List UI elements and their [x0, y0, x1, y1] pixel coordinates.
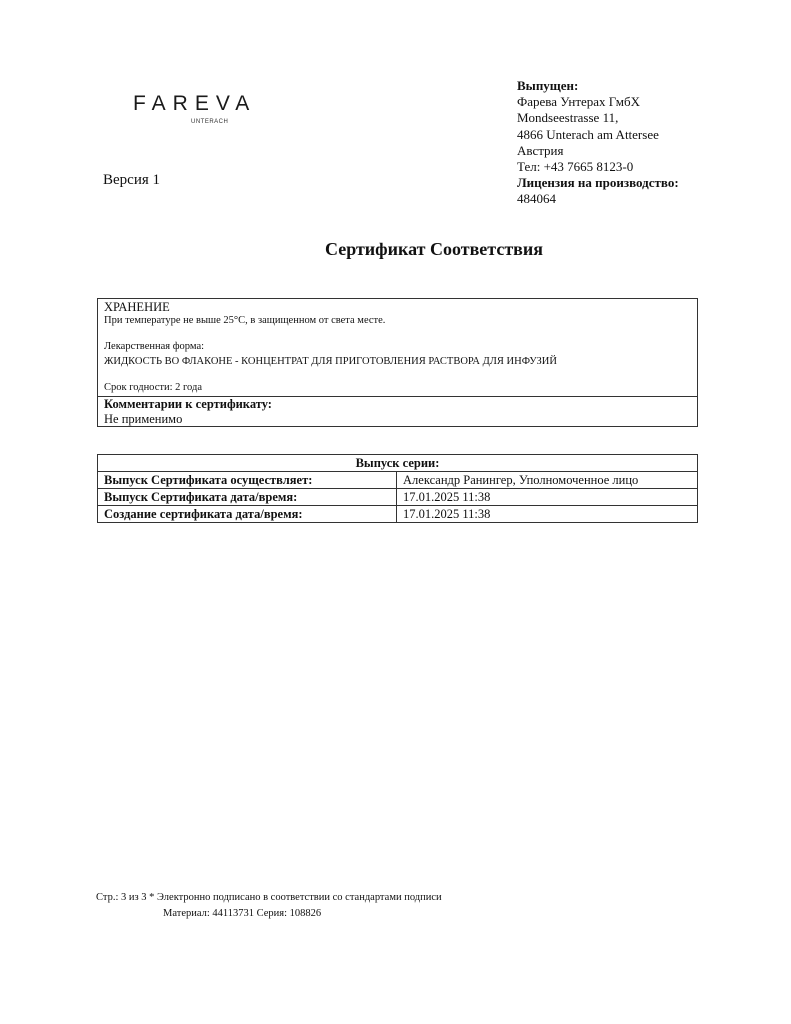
release-heading: Выпуск серии:	[98, 455, 698, 472]
issuer-phone: Тел: +43 7665 8123-0	[517, 159, 634, 175]
page-footer	[96, 890, 442, 922]
storage-condition: При температуре не выше 25°С, в защищенном от света месте.	[104, 315, 386, 326]
release-row-label: Создание сертификата дата/время:	[98, 506, 397, 523]
release-row-value: 17.01.2025 11:38	[397, 506, 698, 523]
storage-heading: ХРАНЕНИЕ	[104, 300, 170, 314]
issuer-company: Фарева Унтерах ГмбХ	[517, 94, 641, 110]
release-table	[97, 454, 698, 523]
version-label: Версия 1	[103, 172, 160, 188]
document-title: Сертификат Соответствия	[324, 239, 544, 259]
release-row-label: Выпуск Сертификата дата/время:	[98, 489, 397, 506]
footer-page-line: Стр.: 3 из 3 * Электронно подписано в соответствии со стандартами подписи	[96, 892, 442, 903]
issuer-block	[517, 78, 679, 208]
company-logo-subtitle: UNTERACH	[191, 119, 229, 125]
issuer-street: Mondseestrasse 11,	[517, 110, 619, 126]
shelf-life: Срок годности: 2 года	[104, 382, 202, 393]
dosage-form-label: Лекарственная форма:	[104, 341, 205, 352]
release-header-row	[98, 455, 698, 472]
comments-heading: Комментарии к сертификату:	[104, 397, 272, 411]
issuer-city: 4866 Unterach am Attersee	[517, 126, 659, 142]
license-heading: Лицензия на производство:	[517, 175, 679, 191]
table-row	[98, 506, 698, 523]
table-row	[98, 472, 698, 489]
company-logo: FAREVA	[133, 92, 257, 115]
storage-comments-box	[97, 298, 698, 427]
footer-material-line: Материал: 44113731 Серия: 108826	[163, 908, 322, 919]
issuer-heading: Выпущен:	[517, 78, 579, 93]
release-row-value: Александр Ранингер, Уполномоченное лицо	[397, 472, 698, 489]
release-row-value: 17.01.2025 11:38	[397, 489, 698, 506]
license-number: 484064	[517, 191, 556, 207]
comments-value: Не применимо	[104, 412, 183, 426]
release-row-label: Выпуск Сертификата осуществляет:	[98, 472, 397, 489]
dosage-form-value: ЖИДКОСТЬ ВО ФЛАКОНЕ - КОНЦЕНТРАТ ДЛЯ ПРИГОТОВЛЕНИЯ РАСТВОРА ДЛЯ ИНФУЗИЙ	[104, 356, 557, 367]
table-row	[98, 489, 698, 506]
issuer-country: Австрия	[517, 142, 564, 158]
